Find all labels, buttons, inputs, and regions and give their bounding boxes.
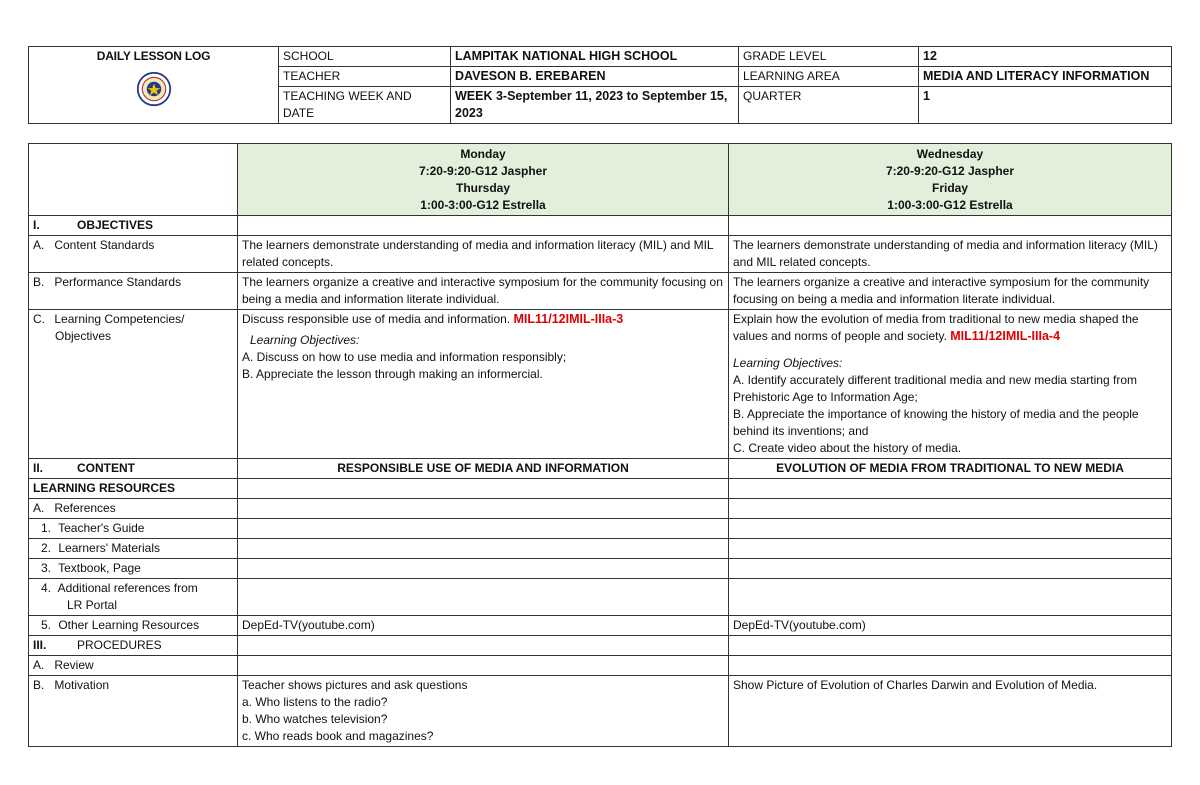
week-label: TEACHING WEEK AND DATE	[279, 87, 451, 124]
blank-corner	[29, 144, 238, 216]
day1-col2: Wednesday	[916, 147, 984, 161]
objective-c-col2: C. Create video about the history of media.	[733, 441, 962, 455]
school-value: LAMPITAK NATIONAL HIGH SCHOOL	[451, 47, 739, 67]
row-label-line2: LR Portal	[67, 598, 118, 612]
empty-cell	[238, 656, 729, 676]
row-letter: A.	[33, 658, 45, 672]
row-label: Additional references from	[57, 581, 198, 595]
motivation-question: a. Who listens to the radio?	[242, 695, 388, 709]
content-col1: RESPONSIBLE USE OF MEDIA AND INFORMATION	[238, 459, 729, 479]
performance-standards-col1: The learners organize a creative and interactive symposium for the community focusing on being a media and information literate individual.	[238, 273, 729, 310]
area-value: MEDIA AND LITERACY INFORMATION	[919, 67, 1172, 87]
teachers-guide-label	[29, 519, 238, 539]
additional-references-label	[29, 579, 238, 616]
school-label: SCHOOL	[279, 47, 451, 67]
empty-cell	[729, 479, 1172, 499]
empty-cell	[238, 559, 729, 579]
motivation-col2: Show Picture of Evolution of Charles Darwin and Evolution of Media.	[729, 676, 1172, 747]
lesson-table	[28, 143, 1172, 747]
row-letter: C.	[33, 312, 45, 326]
procedures-heading	[29, 636, 238, 656]
empty-cell	[729, 656, 1172, 676]
empty-cell	[729, 499, 1172, 519]
row-letter: A.	[33, 501, 45, 515]
day1-col1: Monday	[460, 147, 506, 161]
empty-cell	[238, 479, 729, 499]
objectives-num: I.	[33, 218, 40, 232]
time1-col2: 7:20-9:20-G12 Jaspher	[885, 164, 1015, 178]
review-label	[29, 656, 238, 676]
dll-title: DAILY LESSON LOG	[96, 49, 211, 63]
other-resources-label	[29, 616, 238, 636]
objective-a-col1: A. Discuss on how to use media and information responsibly;	[242, 350, 567, 364]
row-label: Teacher's Guide	[58, 521, 145, 535]
deped-seal-icon	[136, 71, 172, 107]
day-header-col1	[238, 144, 729, 216]
dll-title-cell	[29, 47, 279, 124]
motivation-label	[29, 676, 238, 747]
empty-cell	[729, 539, 1172, 559]
empty-cell	[238, 539, 729, 559]
competencies-label	[29, 310, 238, 459]
row-num: 2.	[41, 541, 52, 555]
row-label: Review	[54, 658, 94, 672]
empty-cell	[729, 519, 1172, 539]
row-letter: A.	[33, 238, 45, 252]
objective-b-col2: B. Appreciate the importance of knowing the history of media and the people behind its inventions; and	[733, 407, 1139, 438]
quarter-value: 1	[919, 87, 1172, 124]
objectives-heading	[29, 216, 238, 236]
references-label	[29, 499, 238, 519]
textbook-label	[29, 559, 238, 579]
competency-code-col2: MIL11/12IMIL-IIIa-4	[950, 329, 1061, 343]
procedures-num: III.	[33, 638, 47, 652]
learning-objectives-heading-col2: Learning Objectives:	[733, 356, 843, 370]
teacher-value: DAVESON B. EREBAREN	[451, 67, 739, 87]
performance-standards-label	[29, 273, 238, 310]
empty-cell	[729, 579, 1172, 616]
objective-a-col2: A. Identify accurately different traditional media and new media starting from Prehistoric Age to Information Age;	[733, 373, 1137, 404]
quarter-label: QUARTER	[739, 87, 919, 124]
row-num: 1.	[41, 521, 52, 535]
row-num: 4.	[41, 581, 52, 595]
day2-col2: Friday	[931, 181, 968, 195]
performance-standards-col2: The learners organize a creative and interactive symposium for the community focusing on being a media and information literate individual.	[729, 273, 1172, 310]
content-standards-col2: The learners demonstrate understanding of media and information literacy (MIL) and MIL related concepts.	[729, 236, 1172, 273]
grade-value: 12	[919, 47, 1172, 67]
motivation-question: b. Who watches television?	[242, 712, 388, 726]
empty-cell	[238, 216, 729, 236]
motivation-col1	[238, 676, 729, 747]
row-label-line2: Objectives	[55, 329, 112, 343]
empty-cell	[729, 559, 1172, 579]
empty-cell	[238, 519, 729, 539]
row-label: Other Learning Resources	[58, 618, 200, 632]
other-resources-col2: DepEd-TV(youtube.com)	[729, 616, 1172, 636]
content-standards-col1: The learners demonstrate understanding of media and information literacy (MIL) and MIL related concepts.	[238, 236, 729, 273]
time2-col2: 1:00-3:00-G12 Estrella	[887, 198, 1013, 212]
row-num: 3.	[41, 561, 52, 575]
content-num: II.	[33, 461, 44, 475]
row-label: Motivation	[54, 678, 110, 692]
content-heading	[29, 459, 238, 479]
time2-col1: 1:00-3:00-G12 Estrella	[420, 198, 546, 212]
learners-materials-label	[29, 539, 238, 559]
time1-col1: 7:20-9:20-G12 Jaspher	[418, 164, 548, 178]
motivation-question: c. Who reads book and magazines?	[242, 729, 434, 743]
content-col2: EVOLUTION OF MEDIA FROM TRADITIONAL TO NEW MEDIA	[729, 459, 1172, 479]
objectives-label: OBJECTIVES	[77, 218, 154, 232]
empty-cell	[238, 579, 729, 616]
row-label: Learning Competencies/	[54, 312, 185, 326]
header-table	[28, 46, 1172, 124]
other-resources-col1: DepEd-TV(youtube.com)	[238, 616, 729, 636]
motivation-line: Teacher shows pictures and ask questions	[242, 678, 468, 692]
row-label: Textbook, Page	[58, 561, 141, 575]
row-label: Learners' Materials	[58, 541, 161, 555]
competency-text-col1: Discuss responsible use of media and information.	[242, 312, 511, 326]
competencies-col1	[238, 310, 729, 459]
week-value: WEEK 3-September 11, 2023 to September 15, 2023	[451, 87, 739, 124]
row-num: 5.	[41, 618, 52, 632]
competency-text-col2: Explain how the evolution of media from traditional to new media shaped the values and norms of people and society.	[733, 312, 1139, 343]
empty-cell	[238, 499, 729, 519]
content-label: CONTENT	[77, 461, 135, 475]
grade-label: GRADE LEVEL	[739, 47, 919, 67]
day-header-col2	[729, 144, 1172, 216]
procedures-label: PROCEDURES	[77, 638, 162, 652]
objective-b-col1: B. Appreciate the lesson through making an informercial.	[242, 367, 543, 381]
learning-resources-heading: LEARNING RESOURCES	[29, 479, 238, 499]
competency-code-col1: MIL11/12IMIL-IIIa-3	[513, 312, 624, 326]
row-letter: B.	[33, 275, 45, 289]
row-label: References	[54, 501, 116, 515]
learning-objectives-heading-col1: Learning Objectives:	[250, 333, 360, 347]
empty-cell	[238, 636, 729, 656]
teacher-label: TEACHER	[279, 67, 451, 87]
area-label: LEARNING AREA	[739, 67, 919, 87]
empty-cell	[729, 216, 1172, 236]
day2-col1: Thursday	[455, 181, 510, 195]
competencies-col2	[729, 310, 1172, 459]
row-letter: B.	[33, 678, 45, 692]
row-label: Content Standards	[54, 238, 155, 252]
content-standards-label	[29, 236, 238, 273]
row-label: Performance Standards	[54, 275, 182, 289]
empty-cell	[729, 636, 1172, 656]
